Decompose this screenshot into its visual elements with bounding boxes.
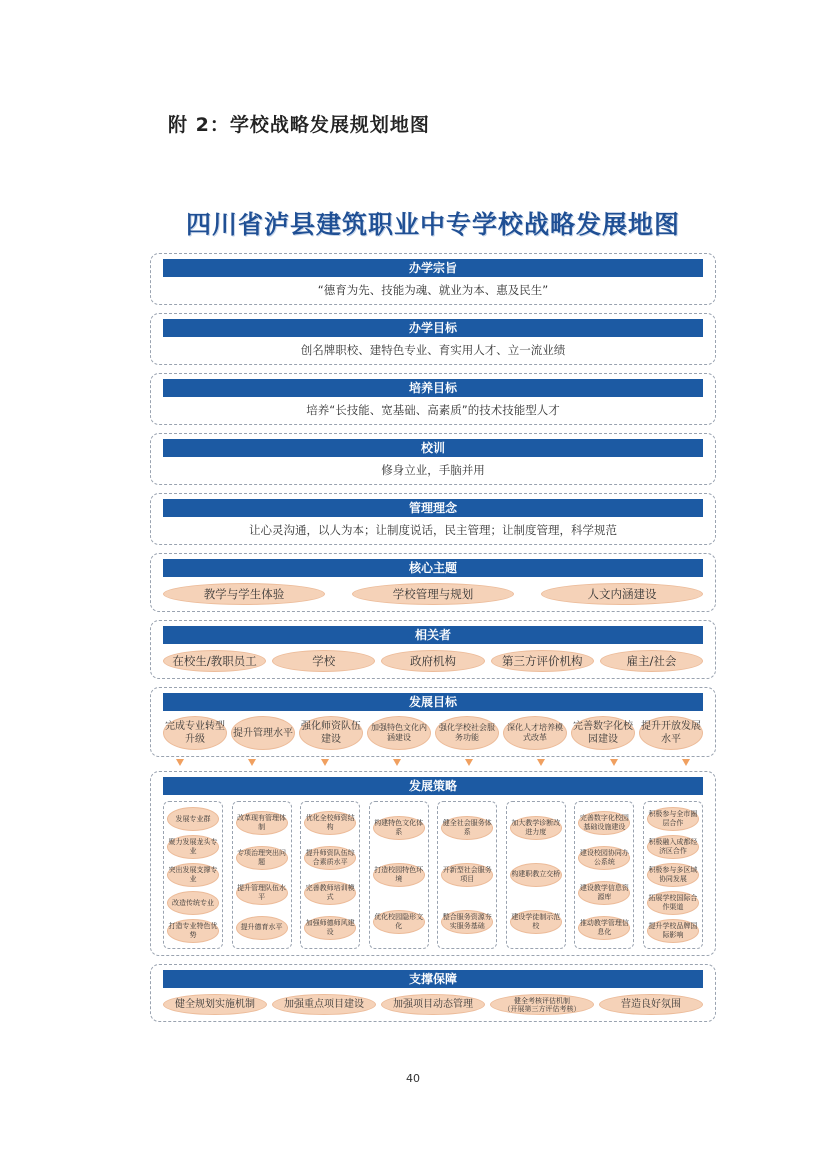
dev-goal-item: 深化人才培养模式改革 bbox=[503, 716, 567, 750]
stakeholder-items bbox=[163, 650, 703, 672]
section-label: 相关者 bbox=[163, 626, 703, 644]
section-text: 培养“长技能、宽基础、高素质”的技术技能型人才 bbox=[306, 403, 560, 417]
core-item: 人文内涵建设 bbox=[541, 583, 703, 605]
section-core bbox=[150, 553, 716, 612]
strategy-item: 突出发展支撑专业 bbox=[167, 863, 219, 887]
arrow-down-icon bbox=[248, 759, 256, 766]
support-item: 加强项目动态管理 bbox=[381, 994, 485, 1015]
arrow-down-icon bbox=[321, 759, 329, 766]
strategy-item: 建设校园协同办公系统 bbox=[578, 846, 630, 870]
strategy-item: 改革现有管理体制 bbox=[236, 811, 288, 835]
section-strategies bbox=[150, 771, 716, 956]
section-label: 培养目标 bbox=[163, 379, 703, 397]
support-item: 营造良好氛围 bbox=[599, 994, 703, 1015]
section-label: 发展目标 bbox=[163, 693, 703, 711]
arrow-down-icon bbox=[610, 759, 618, 766]
strategy-item: 打造校园特色环境 bbox=[373, 863, 425, 887]
dev-goal-item: 完成专业转型升级 bbox=[163, 716, 227, 750]
strategy-item: 积极融入成都经济区合作 bbox=[647, 835, 699, 859]
section-label: 核心主题 bbox=[163, 559, 703, 577]
page-heading: 附 2：学校战略发展规划地图 bbox=[168, 114, 430, 136]
strategy-item: 健全社会服务体系 bbox=[441, 816, 493, 840]
dev-goal-item: 强化学校社会服务功能 bbox=[435, 716, 499, 750]
strategy-item: 专项治理突出问题 bbox=[236, 846, 288, 870]
section-dev-goals bbox=[150, 687, 716, 757]
stakeholder-item: 政府机构 bbox=[381, 650, 484, 672]
strategy-item: 提升管理队伍水平 bbox=[236, 881, 288, 905]
strategy-item: 开新型社会服务项目 bbox=[441, 863, 493, 887]
strategy-column bbox=[643, 801, 703, 949]
strategy-item: 积极参与多区域协同发展 bbox=[647, 863, 699, 887]
strategy-item: 积极参与全市圈层合作 bbox=[647, 807, 699, 831]
core-item: 学校管理与规划 bbox=[352, 583, 514, 605]
strategy-column bbox=[163, 801, 223, 949]
dev-goal-item: 加强特色文化内涵建设 bbox=[367, 716, 431, 750]
stakeholder-item: 学校 bbox=[272, 650, 375, 672]
strategy-item: 建设教学信息资源库 bbox=[578, 881, 630, 905]
arrow-down-icon bbox=[537, 759, 545, 766]
support-item-line: （开展第三方评估考核） bbox=[503, 1004, 581, 1013]
support-item: 健全规划实施机制 bbox=[163, 994, 267, 1015]
support-item-line: 健全考核评估机制 bbox=[514, 996, 570, 1005]
strategy-item: 加强师德师风建设 bbox=[304, 916, 356, 940]
section-training bbox=[150, 373, 716, 425]
arrow-down-icon bbox=[176, 759, 184, 766]
section-label: 办学宗旨 bbox=[163, 259, 703, 277]
strategy-item: 优化全校师资结构 bbox=[304, 811, 356, 835]
strategy-column bbox=[369, 801, 429, 949]
dev-goal-item: 强化师资队伍建设 bbox=[299, 716, 363, 750]
section-support bbox=[150, 964, 716, 1022]
strategy-item: 拓展学校国际合作渠道 bbox=[647, 891, 699, 915]
section-motto bbox=[150, 433, 716, 485]
strategy-item: 构建职教立交桥 bbox=[510, 863, 562, 887]
arrow-down-icon bbox=[465, 759, 473, 766]
strategy-item: 发展专业群 bbox=[167, 807, 219, 831]
strategy-column bbox=[574, 801, 634, 949]
section-goal bbox=[150, 313, 716, 365]
flow-arrows bbox=[150, 759, 716, 769]
map-title: 四川省泸县建筑职业中专学校战略发展地图 bbox=[185, 210, 680, 239]
section-text: “德育为先、技能为魂、就业为本、惠及民生” bbox=[317, 283, 549, 297]
strategy-item: 完善数字化校园基础设施建设 bbox=[578, 811, 630, 835]
section-text: 让心灵沟通，以人为本；让制度说话，民主管理；让制度管理，科学规范 bbox=[249, 523, 617, 537]
support-items bbox=[163, 994, 703, 1015]
arrow-down-icon bbox=[393, 759, 401, 766]
strategy-item: 打造专业特色优势 bbox=[167, 919, 219, 943]
strategy-item: 完善教师培训模式 bbox=[304, 881, 356, 905]
strategy-item: 整合服务资源夯实服务基础 bbox=[441, 910, 493, 934]
strategy-column bbox=[300, 801, 360, 949]
strategy-column bbox=[232, 801, 292, 949]
strategy-item: 聚力发展龙头专业 bbox=[167, 835, 219, 859]
section-label: 管理理念 bbox=[163, 499, 703, 517]
dev-goal-item: 完善数字化校园建设 bbox=[571, 716, 635, 750]
stakeholder-item: 雇主/社会 bbox=[600, 650, 703, 672]
strategy-item: 改造传统专业 bbox=[167, 891, 219, 915]
page-number: 40 bbox=[406, 1072, 420, 1085]
core-items bbox=[163, 583, 703, 605]
strategy-item: 推动教学管理信息化 bbox=[578, 916, 630, 940]
section-label: 发展策略 bbox=[163, 777, 703, 795]
support-item: 加强重点项目建设 bbox=[272, 994, 376, 1015]
dev-goal-items bbox=[163, 716, 703, 750]
section-label: 办学目标 bbox=[163, 319, 703, 337]
stakeholder-item: 第三方评价机构 bbox=[491, 650, 594, 672]
section-label: 校训 bbox=[163, 439, 703, 457]
strategy-item: 建设学徒制示范校 bbox=[510, 910, 562, 934]
dev-goal-item: 提升开放发展水平 bbox=[639, 716, 703, 750]
strategy-item: 优化校园隐形文化 bbox=[373, 910, 425, 934]
section-text: 创名牌职校、建特色专业、育实用人才、立一流业绩 bbox=[300, 343, 566, 357]
strategy-item: 提升学校品牌国际影响 bbox=[647, 919, 699, 943]
strategy-map bbox=[150, 205, 716, 1030]
section-label: 支撑保障 bbox=[163, 970, 703, 988]
strategy-item: 提升德育水平 bbox=[236, 916, 288, 940]
arrow-down-icon bbox=[682, 759, 690, 766]
section-text: 修身立业，手脑并用 bbox=[381, 463, 485, 477]
stakeholder-item: 在校生/教职员工 bbox=[163, 650, 266, 672]
section-philosophy bbox=[150, 493, 716, 545]
support-item bbox=[490, 994, 594, 1015]
strategy-item: 加大教学诊断改进力度 bbox=[510, 816, 562, 840]
strategy-column bbox=[506, 801, 566, 949]
strategy-item: 提升师资队伍综合素质水平 bbox=[304, 846, 356, 870]
core-item: 教学与学生体验 bbox=[163, 583, 325, 605]
section-mission bbox=[150, 253, 716, 305]
dev-goal-item: 提升管理水平 bbox=[231, 716, 295, 750]
strategy-columns bbox=[163, 801, 703, 949]
strategy-item: 构建特色文化体系 bbox=[373, 816, 425, 840]
strategy-column bbox=[437, 801, 497, 949]
section-stakeholders bbox=[150, 620, 716, 679]
